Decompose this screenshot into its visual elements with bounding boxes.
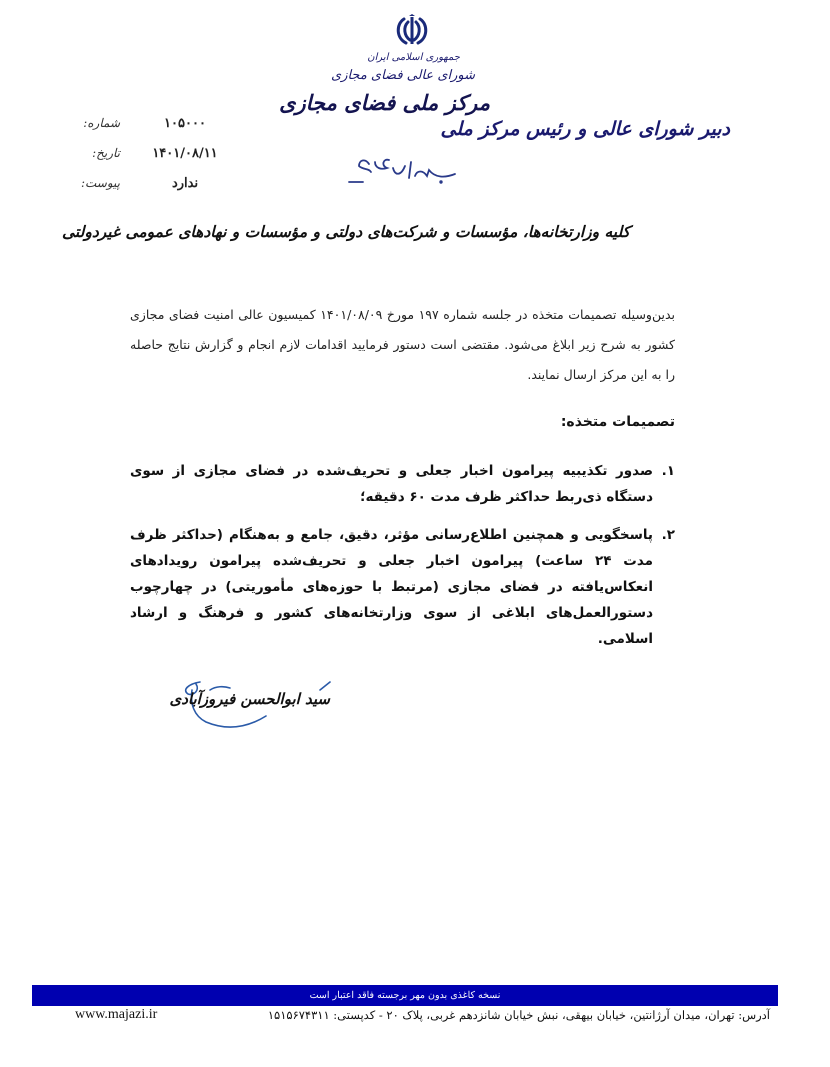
basmala-handwritten (345, 148, 485, 188)
number-label: شماره: (83, 116, 120, 130)
attachment-label: پیوست: (80, 176, 120, 190)
decision-text: صدور تکذیبیه پیرامون اخبار جعلی و تحریف‌شده در فضای مجازی از سوی دستگاه ذی‌ربط حداکثر ظرف مدت ۶۰ دقیقه؛ (130, 463, 653, 505)
letter-meta (60, 108, 240, 198)
iran-emblem-icon (392, 14, 432, 48)
sender-title: دبیر شورای عالی و رئیس مرکز ملی (440, 118, 730, 140)
org-council: شورای عالی فضای مجازی (331, 68, 475, 83)
meta-date-row (60, 138, 240, 168)
body-paragraph: بدین‌وسیله تصمیمات متخذه در جلسه شماره ۱۹۷ مورخ ۱۴۰۱/۰۸/۰۹ کمیسیون عالی امنیت فضای مجازی کشور به شرح زیر ابلاغ می‌شود. مقتضی است دستور فرمایید اقدامات لازم انجام و گزارش نتایج حاصله را به این مرکز ارسال نمایند. (130, 307, 675, 382)
meta-attachment-row (60, 168, 240, 198)
decision-number: ۱. (661, 463, 675, 479)
date-value: ۱۴۰۱/۰۸/۱۱ (152, 145, 218, 161)
number-value: ۱۰۵۰۰۰ (164, 115, 206, 131)
footer-notice-bar: نسخه کاغذی بدون مهر برجسته فاقد اعتبار است (32, 985, 778, 1006)
date-label: تاریخ: (92, 146, 120, 160)
addressee: کلیه وزارتخانه‌ها، مؤسسات و شرکت‌های دولتی و مؤسسات و نهادهای عمومی غیردولتی (62, 222, 630, 241)
attachment-value: ندارد (171, 175, 199, 191)
website-link[interactable]: www.majazi.ir (75, 1007, 158, 1022)
signer-name: سید ابوالحسن فیروزآبادی (169, 690, 330, 708)
decision-number: ۲. (661, 527, 675, 543)
decision-item (130, 522, 675, 652)
decisions-heading: تصمیمات متخذه: (560, 414, 675, 430)
decision-item (130, 458, 675, 510)
org-center: مرکز ملی فضای مجازی (279, 90, 490, 115)
org-country: جمهوری اسلامی ایران (367, 52, 460, 63)
decisions-list (130, 458, 675, 664)
meta-number-row (60, 108, 240, 138)
decision-text: پاسخگویی و همچنین اطلاع‌رسانی مؤثر، دقیق، جامع و به‌هنگام (حداکثر ظرف مدت ۲۴ ساعت) پیرامون اخبار جعلی و تحریف‌شده پیرامون رویدادهای انعکاس‌یافته در فضای مجازی (مرتبط با حوزه‌های مأموریتی) در چهارچوب دستورالعمل‌های ابلاغی از سوی وزارتخانه‌های کشور و فرهنگ و ارشاد اسلامی. (130, 527, 653, 647)
footer-address: آدرس: تهران، میدان آرژانتین، خیابان بیهقی، نبش خیابان شانزدهم غربی، پلاک ۲۰ - کدپستی: ۱۵۱۵۶۷۴۳۱۱ (267, 1008, 770, 1022)
